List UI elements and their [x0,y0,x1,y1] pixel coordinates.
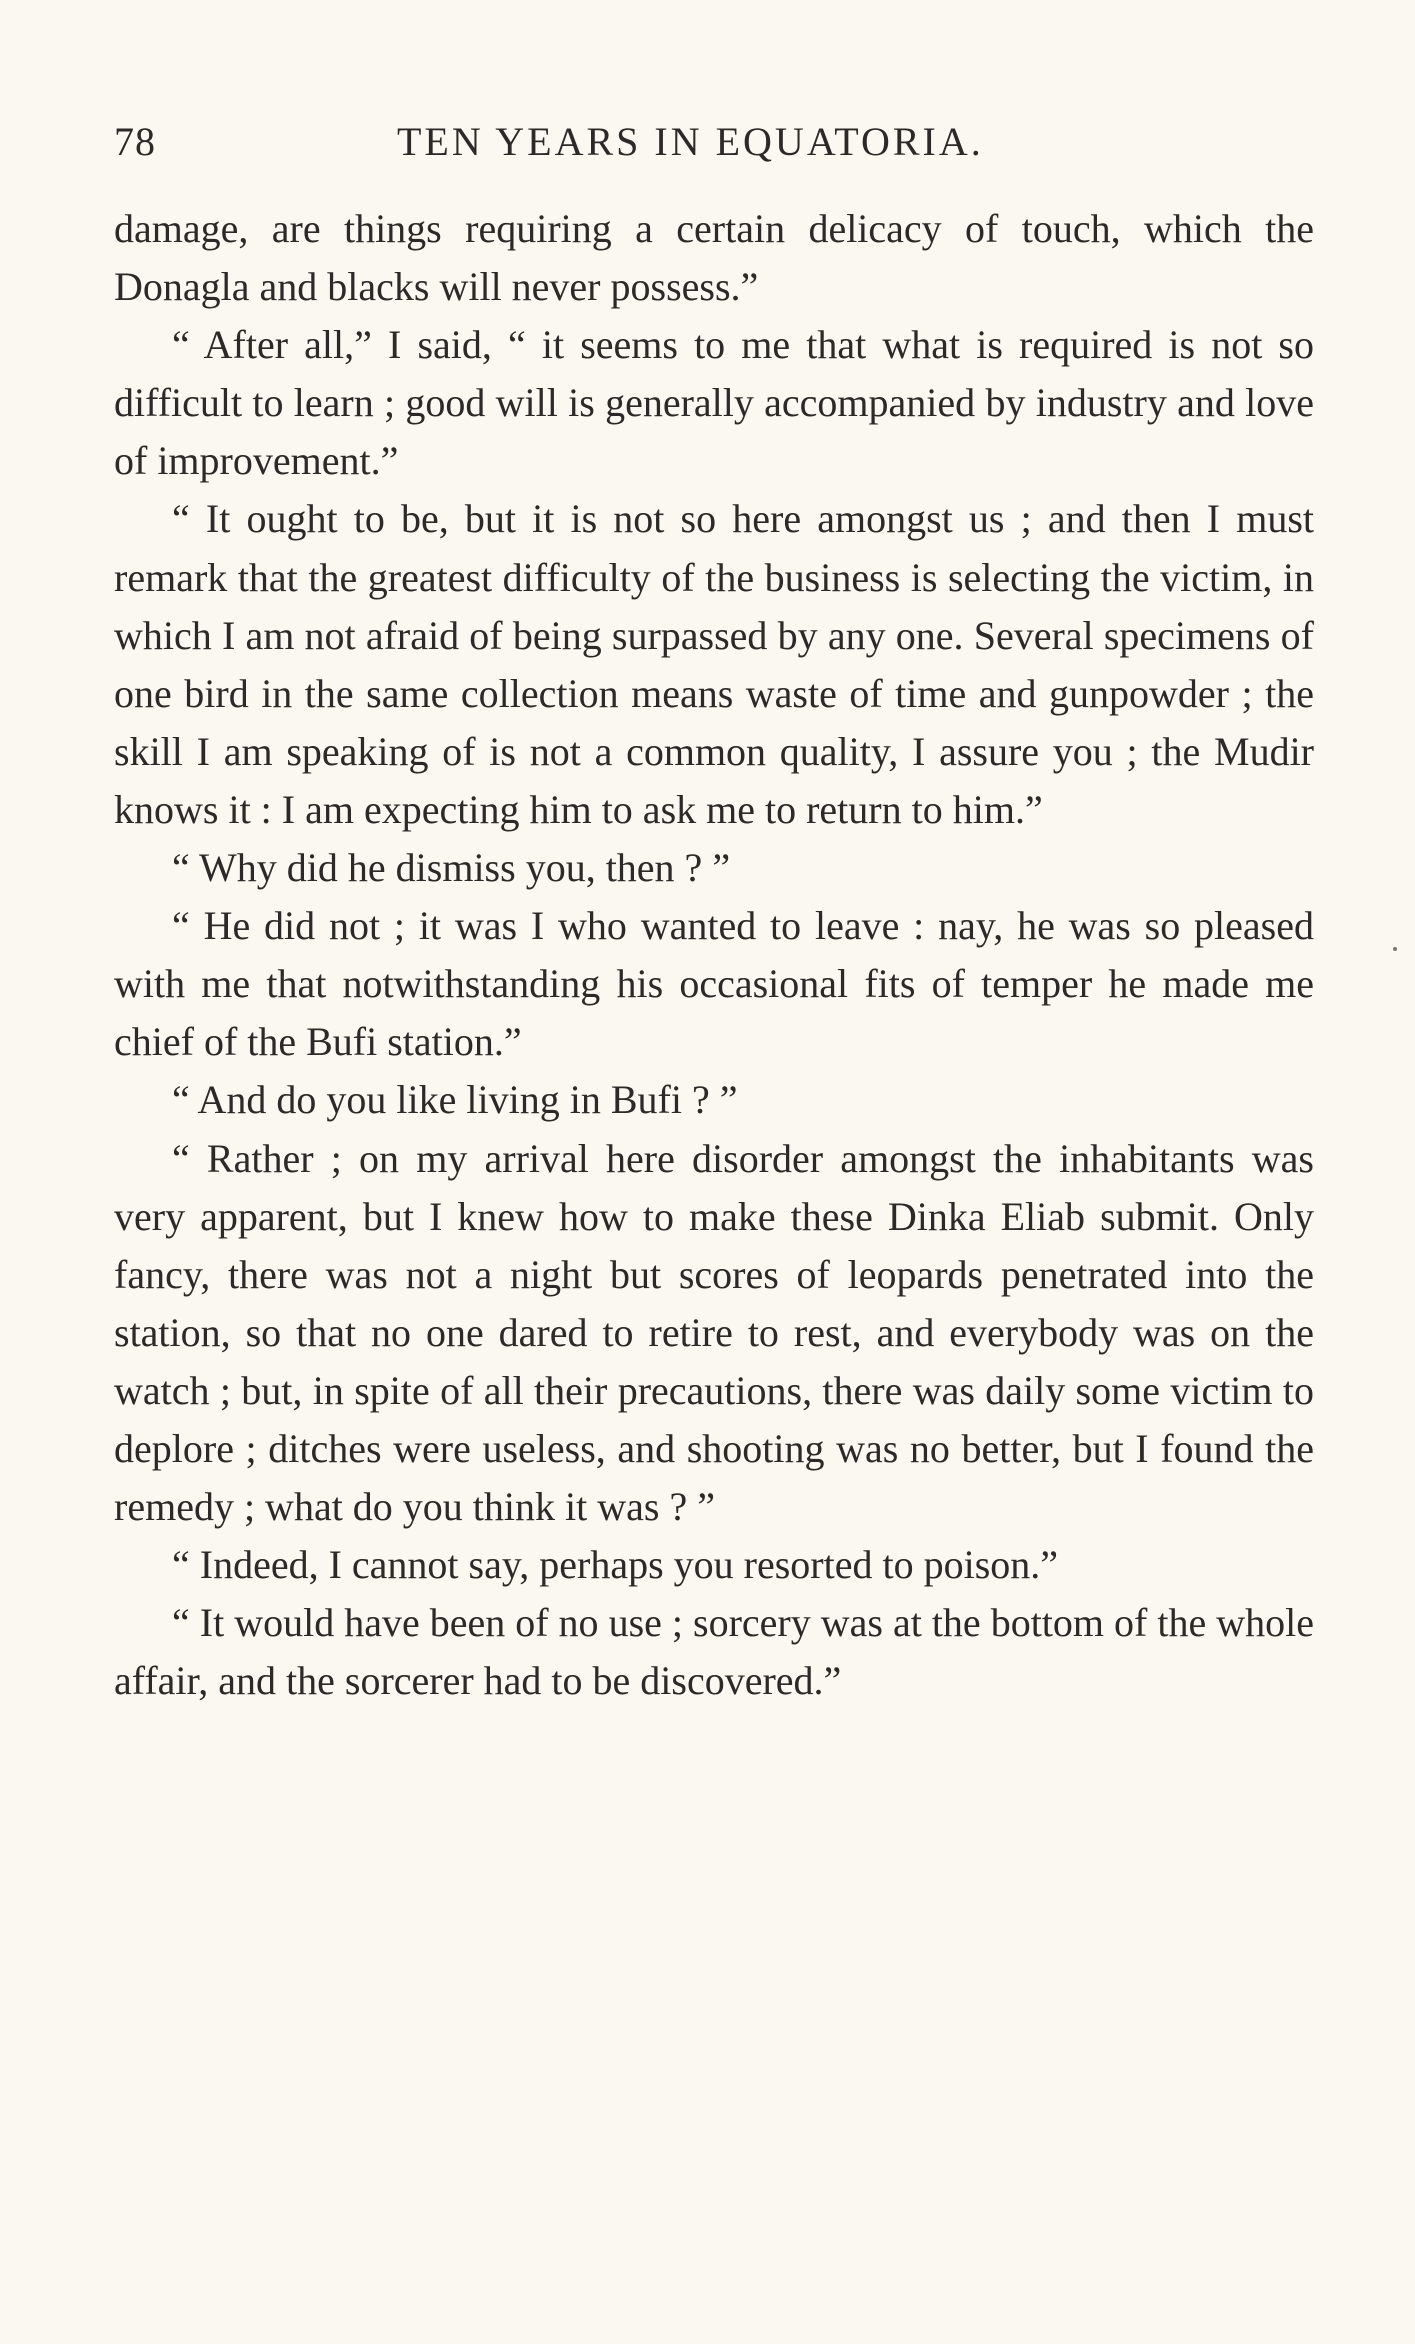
running-title: TEN YEARS IN EQUATORIA. [397,119,984,164]
page-number: 78 [114,119,156,164]
paragraph-6: “ And do you like living in Bufi ? ” [172,1077,738,1123]
paragraph-7: “ Rather ; on my arrival here disorder amongst the inhabitants was very apparent, but I knew how to make these Dinka Eliab submit. Only fancy, there was not a night but scores of leopards penetrated into the station, so that no one dared to retire to rest, and everybody was on the watch ; but, in spite of all their precautions, there was daily some victim to deplore ; ditches were useless, and shooting was no better, but I found the remedy ; what do you think it was ? ” [114,1135,1314,1530]
body-text [114,200,1314,1710]
paragraph-2: “ After all,” I said, “ it seems to me that what is required is not so difficult to learn ; good will is generally accompanied by industry and love of improvement.” [114,322,1314,484]
paragraph-8: “ Indeed, I cannot say, perhaps you resorted to poison.” [172,1542,1059,1588]
paragraph-9: “ It would have been of no use ; sorcery was at the bottom of the whole affair, and the sorcerer had to be discovered.” [114,1600,1314,1704]
page-header [114,118,1314,166]
paragraph-4: “ Why did he dismiss you, then ? ” [172,845,731,891]
paper-speck [1393,947,1397,951]
paragraph-1: damage, are things requiring a certain delicacy of touch, which the Donagla and blacks will never possess.” [114,206,1314,310]
paragraph-5: “ He did not ; it was I who wanted to leave : nay, he was so pleased with me that notwithstanding his occasional fits of temper he made me chief of the Bufi station.” [114,903,1314,1065]
paragraph-3: “ It ought to be, but it is not so here amongst us ; and then I must remark that the greatest difficulty of the business is selecting the victim, in which I am not afraid of being surpassed by any one. Several specimens of one bird in the same collection means waste of time and gunpowder ; the skill I am speaking of is not a common quality, I assure you ; the Mudir knows it : I am expecting him to ask me to return to him.” [114,496,1314,832]
